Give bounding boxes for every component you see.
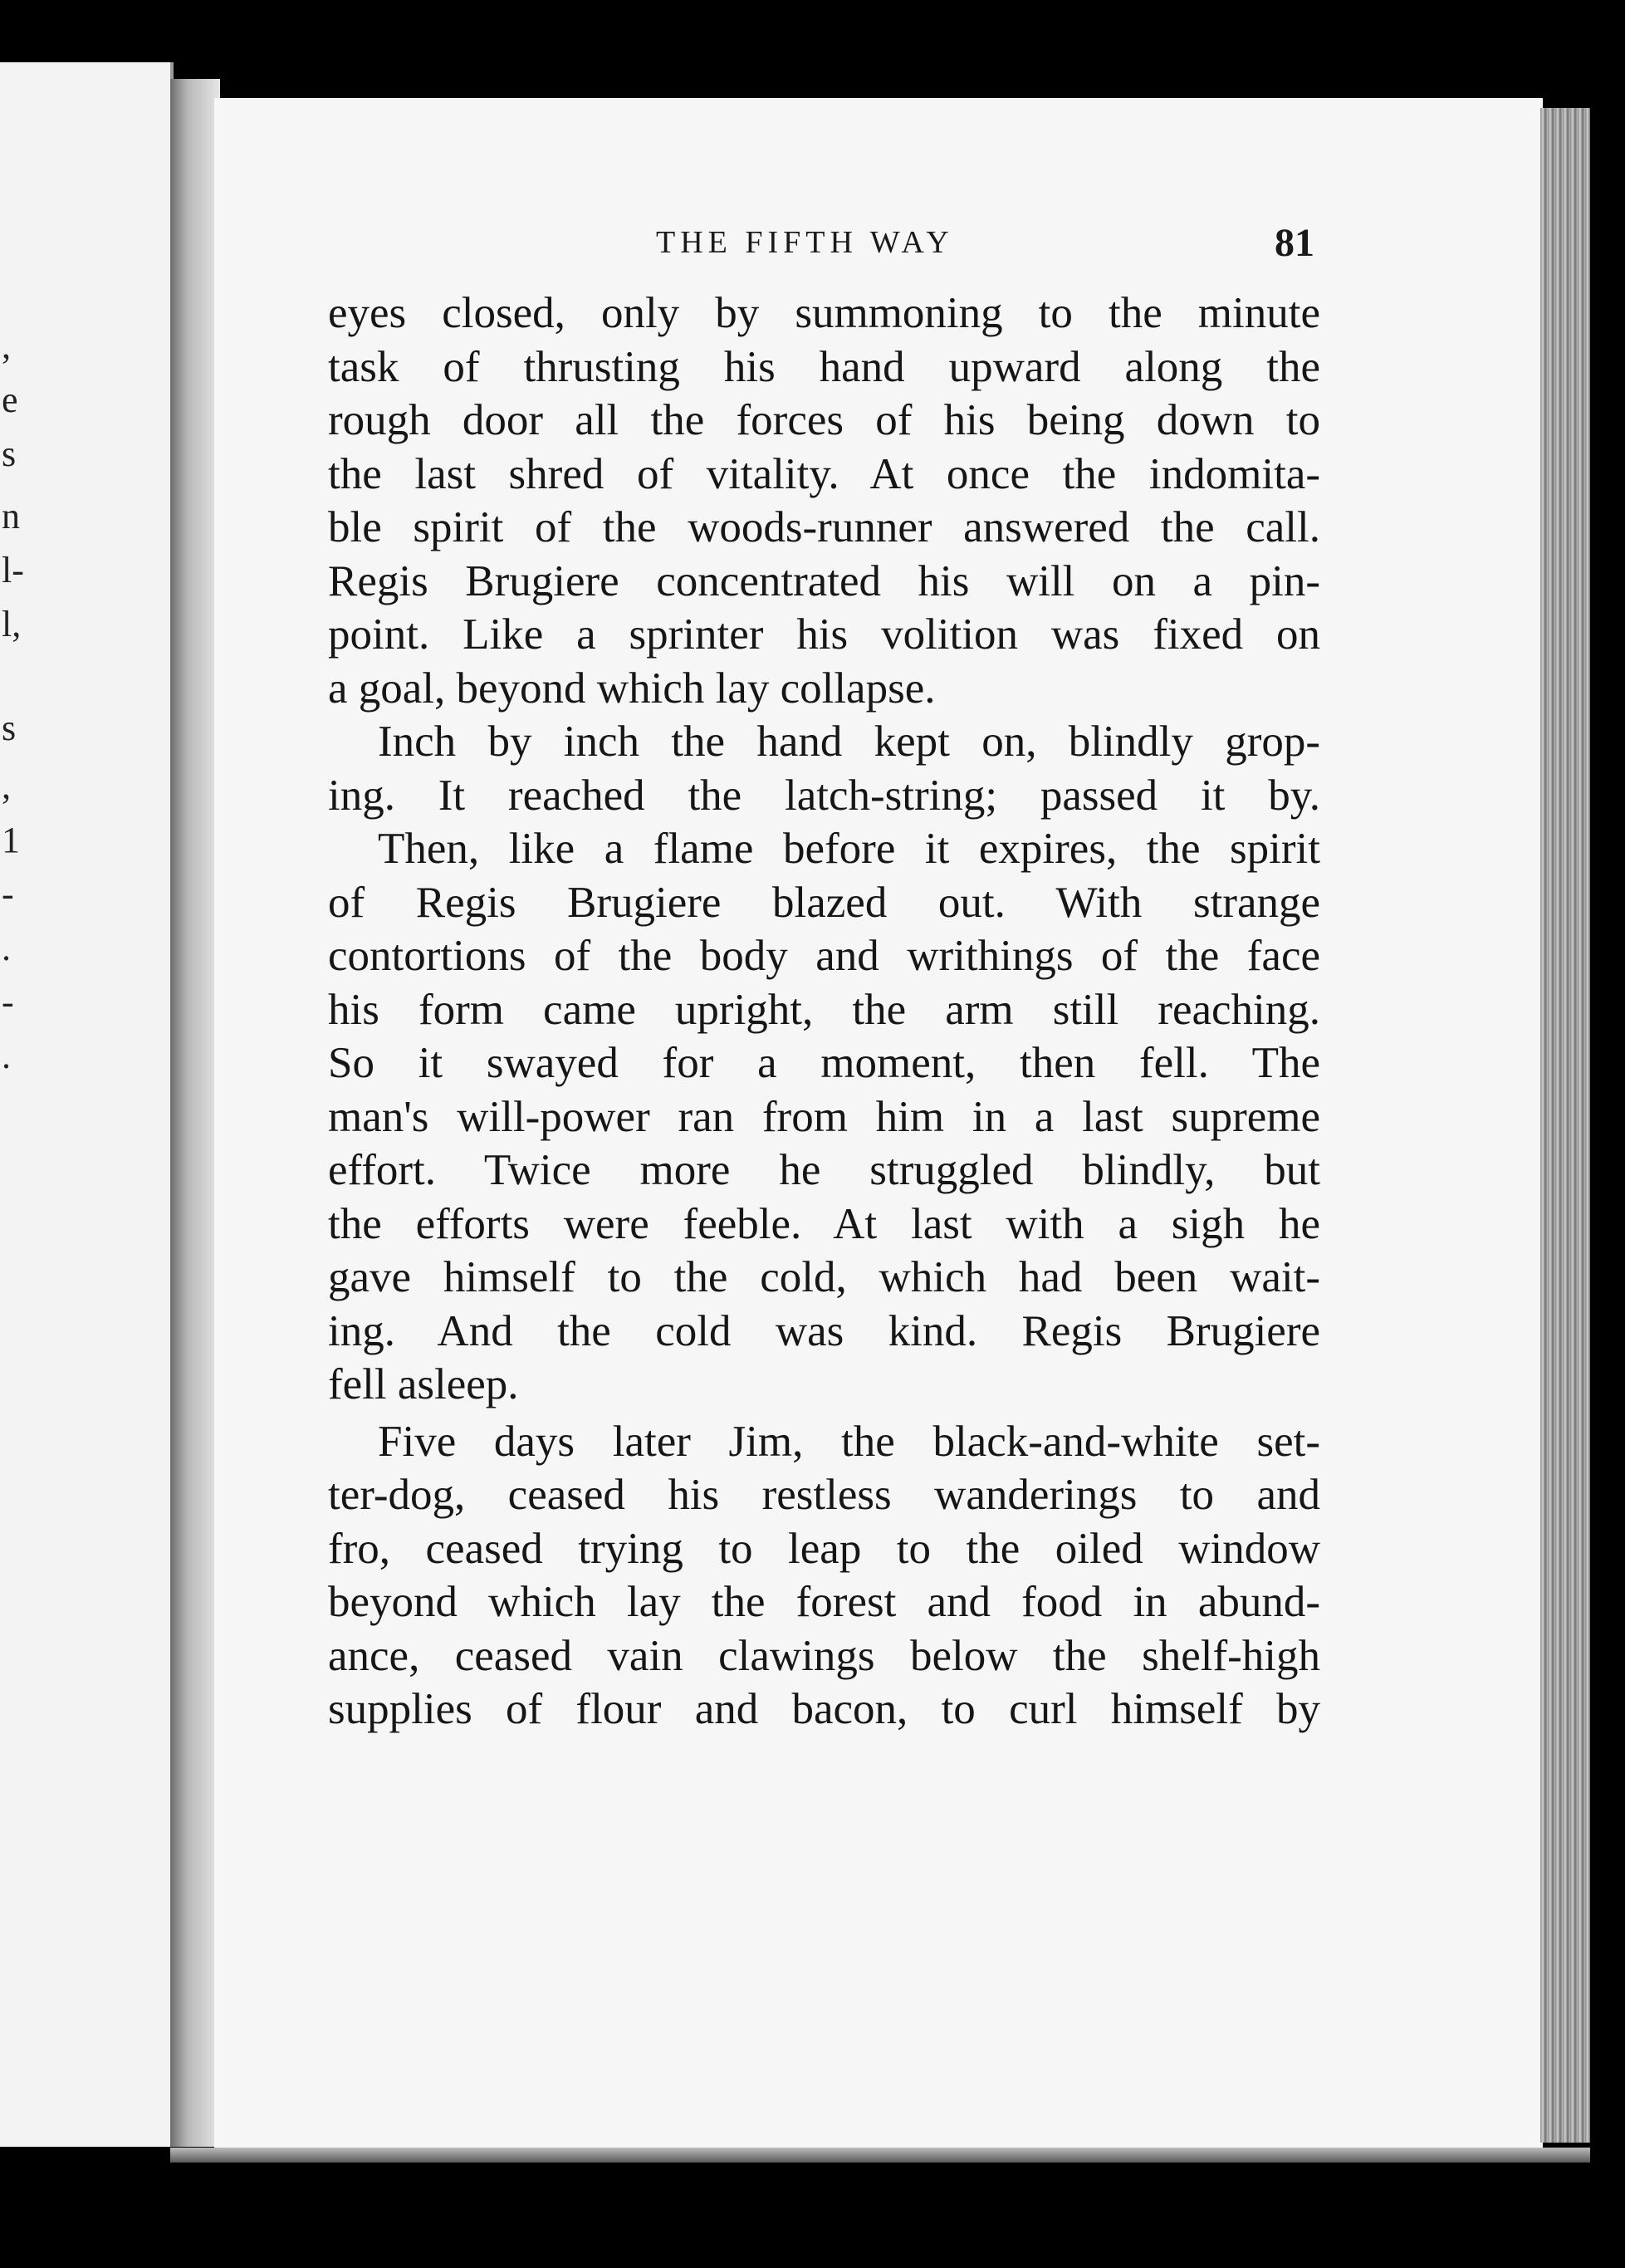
text-line: contortions of the body and writhings of the face: [328, 932, 1320, 980]
previous-page-sliver: [0, 62, 174, 2147]
book-gutter: [170, 79, 220, 2147]
text-line: task of thrusting his hand upward along the: [328, 342, 1320, 391]
text-line: ter-dog, ceased his restless wanderings to and: [328, 1471, 1320, 1519]
left-page-fragment: ,: [2, 766, 11, 806]
text-line: Five days later Jim, the black-and-white set-: [378, 1417, 1320, 1466]
text-line: the efforts were feeble. At last with a sigh he: [328, 1199, 1320, 1248]
text-line: ble spirit of the woods-runner answered the call.: [328, 503, 1320, 551]
left-page-fragment: l,: [2, 604, 22, 644]
left-page-fragment: e: [2, 380, 18, 420]
text-line: fro, ceased trying to leap to the oiled window: [328, 1524, 1320, 1573]
text-line: ing. It reached the latch-string; passed it by.: [328, 771, 1320, 820]
text-line: man's will-power ran from him in a last supreme: [328, 1092, 1320, 1141]
text-line: the last shred of vitality. At once the indomita-: [328, 449, 1320, 498]
left-page-fragment: 1: [2, 820, 20, 860]
text-line: point. Like a sprinter his volition was fixed on: [328, 610, 1320, 659]
text-line: of Regis Brugiere blazed out. With strange: [328, 878, 1320, 927]
text-line: So it swayed for a moment, then fell. The: [328, 1039, 1320, 1087]
page-bottom-edge: [170, 2148, 1590, 2163]
text-line: a goal, beyond which lay collapse.: [328, 664, 936, 713]
text-line: fell asleep.: [328, 1360, 519, 1408]
left-page-fragment: ,: [2, 326, 11, 366]
left-page-fragment: s: [2, 434, 17, 474]
page-fore-edge: [1540, 108, 1590, 2143]
text-line: ance, ceased vain clawings below the shelf-high: [328, 1631, 1320, 1680]
text-line: his form came upright, the arm still reaching.: [328, 985, 1320, 1034]
text-line: rough door all the forces of his being down to: [328, 396, 1320, 444]
text-line: ing. And the cold was kind. Regis Brugiere: [328, 1306, 1320, 1355]
left-page-fragment: n: [2, 496, 20, 536]
left-page-fragment: -: [2, 874, 14, 914]
running-head: THE FIFTH WAY: [656, 225, 954, 260]
left-page-fragment: .: [2, 928, 11, 968]
left-page-fragment: s: [2, 708, 17, 748]
left-page-fragment: .: [2, 1036, 11, 1076]
text-line: Regis Brugiere concentrated his will on a pin-: [328, 556, 1320, 605]
text-line: Then, like a flame before it expires, the spirit: [378, 825, 1320, 873]
text-line: eyes closed, only by summoning to the minute: [328, 289, 1320, 337]
text-line: effort. Twice more he struggled blindly, but: [328, 1146, 1320, 1194]
left-page-fragment: l-: [2, 550, 24, 590]
left-page-fragment: -: [2, 982, 14, 1022]
text-line: beyond which lay the forest and food in abund-: [328, 1578, 1320, 1626]
page-number: 81: [1275, 221, 1314, 265]
text-line: supplies of flour and bacon, to curl himself by: [328, 1685, 1320, 1733]
body-text: [328, 287, 1320, 1737]
text-line: Inch by inch the hand kept on, blindly grop-: [378, 718, 1320, 766]
text-line: gave himself to the cold, which had been wait-: [328, 1253, 1320, 1301]
